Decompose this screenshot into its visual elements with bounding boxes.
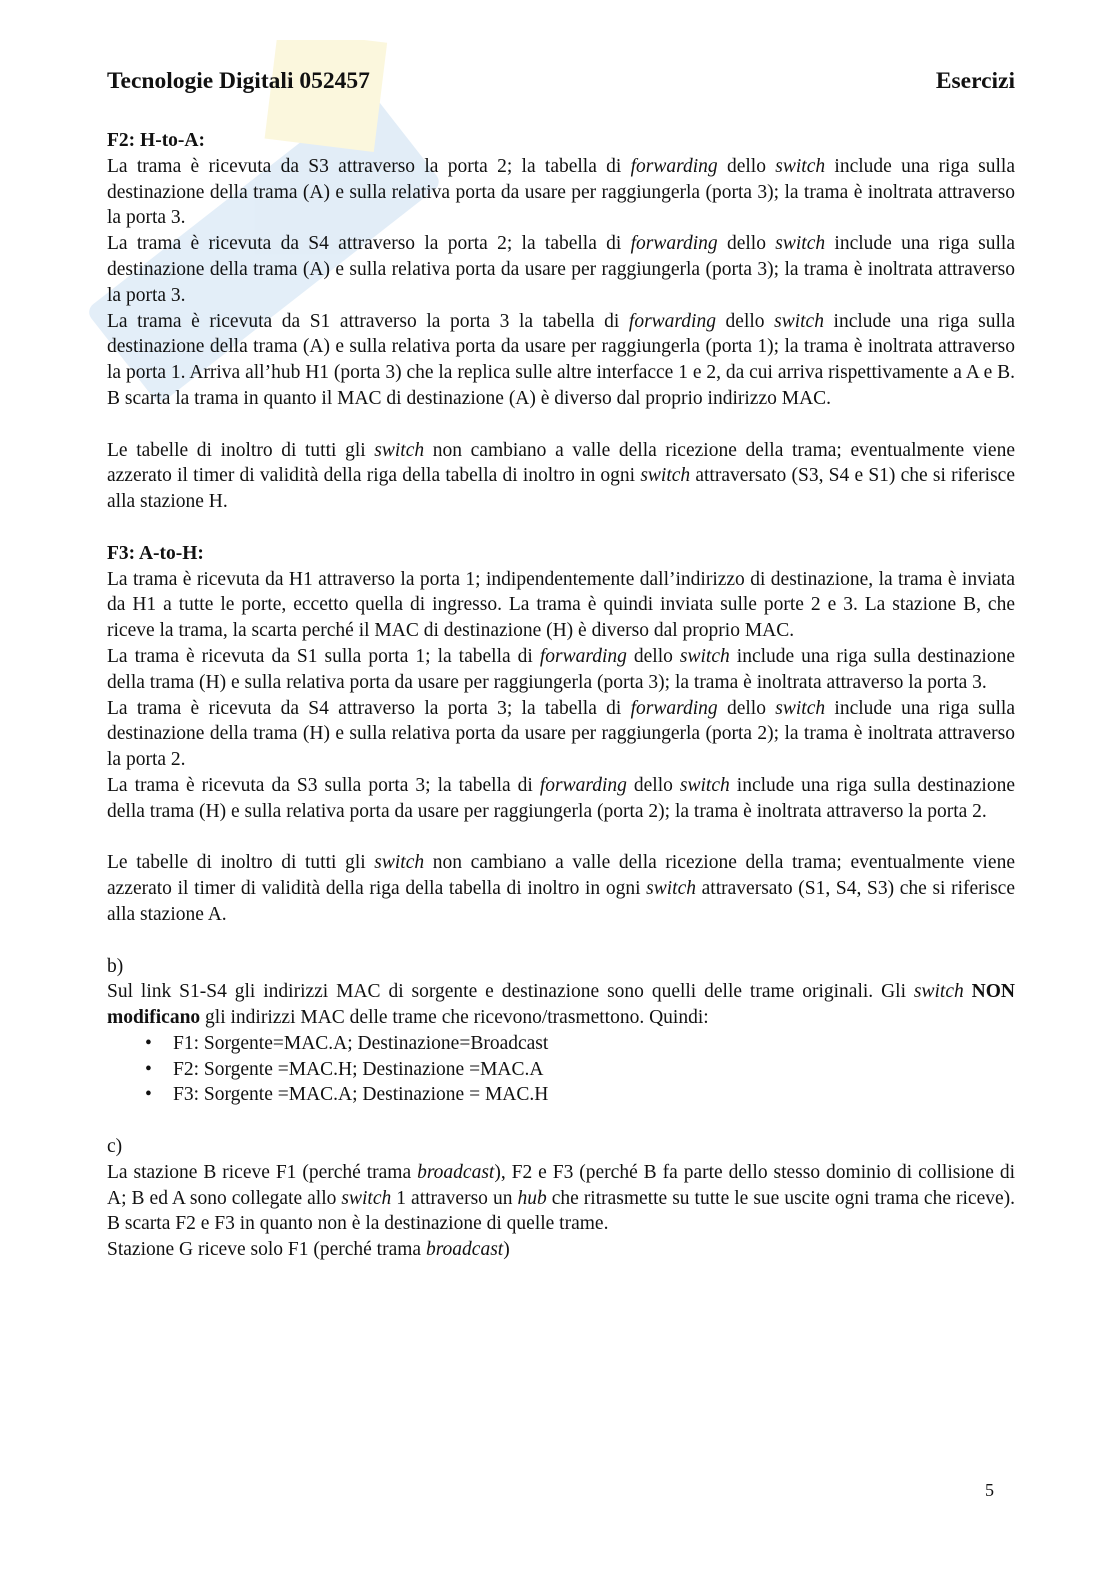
page-number: 5 (985, 1480, 994, 1500)
f2-heading: F2: H-to-A: (107, 130, 206, 151)
section-b-intro: Sul link S1-S4 gli indirizzi MAC di sorgente e destinazione sono quelli delle trame originali. Gli switch NON modificano gli indirizzi MAC delle trame che ricevono/trasmettono. Quindi: (107, 981, 1015, 1029)
list-item: • F2: Sorgente =MAC.H; Destinazione =MAC.A (145, 1057, 1015, 1083)
f2-paragraph-3: La trama è ricevuta da S1 attraverso la porta 3 la tabella di forwarding dello switch include una riga sulla destinazione della trama (A) e sulla relativa porta da usare per raggiungerla (porta 1); la trama è inoltrata attraverso la porta 1. Arriva all’hub H1 (porta 3) che la replica sulle altre interfacce 1 e 2, da cui arriva rispettivamente a A e B. B scarta la trama in quanto il MAC di destinazione (A) è diverso dal proprio indirizzo MAC. (107, 310, 1015, 409)
f2-summary: Le tabelle di inoltro di tutti gli switch non cambiano a valle della ricezione della trama; eventualmente viene azzerato il timer di validità della riga della tabella di inoltro in ogni switch attraversato (S3, S4 e S1) che si riferisce alla stazione H. (107, 439, 1015, 513)
f3-heading: F3: A-to-H: (107, 542, 204, 564)
section-c-label: c) (107, 1136, 123, 1158)
f3-paragraph-3: La trama è ricevuta da S4 attraverso la porta 3; la tabella di forwarding dello switch include una riga sulla destinazione della trama (H) e sulla relativa porta da usare per raggiungerla (porta 2); la trama è inoltrata attraverso la porta 2. (107, 697, 1016, 771)
f3-summary: Le tabelle di inoltro di tutti gli switch non cambiano a valle della ricezione della trama; eventualmente viene azzerato il timer di validità della riga della tabella di inoltro in ogni switch attraversato (S1, S4, S3) che si riferisce alla stazione A. (107, 852, 1015, 925)
f3-paragraph-1: La trama è ricevuta da H1 attraverso la porta 1; indipendentemente dall’indirizzo di destinazione, la trama è inviata da H1 a tutte le porte, eccetto quella di ingresso. La trama è quindi inviata sulle porte 2 e 3. La stazione B, che riceve la trama, la scarta perché il MAC di destinazione (H) è diverso dal proprio MAC. (107, 568, 1015, 642)
f3-paragraph-2: La trama è ricevuta da S1 sulla porta 1; la tabella di forwarding dello switch include una riga sulla destinazione della trama (H) e sulla relativa porta da usare per raggiungerla (porta 3); la trama è inoltrata attraverso la porta 3. (107, 645, 1015, 693)
list-item: • F1: Sorgente=MAC.A; Destinazione=Broadcast (145, 1031, 1015, 1057)
document-page (107, 66, 1015, 1263)
page-header (107, 66, 1015, 96)
frame-address-list (107, 1031, 1015, 1108)
header-section: Esercizi (935, 68, 1015, 94)
section-c-paragraph-2: Stazione G riceve solo F1 (perché trama broadcast) (107, 1239, 510, 1261)
f2-paragraph-1: La trama è ricevuta da S3 attraverso la porta 2; la tabella di forwarding dello switch include una riga sulla destinazione della trama (A) e sulla relativa porta da usare per raggiungerla (porta 3); la trama è inoltrata attraverso la porta 3. (107, 155, 1016, 229)
section-c-paragraph: La stazione B riceve F1 (perché trama broadcast), F2 e F3 (perché B fa parte dello stesso dominio di collisione di A; B ed A sono collegate allo switch 1 attraverso un hub che ritrasmette su tutte le sue uscite ogni trama che riceve). B scarta F2 e F3 in quanto non è la destinazione di quelle trame. (107, 1161, 1016, 1235)
f3-paragraph-4: La trama è ricevuta da S3 sulla porta 3; la tabella di forwarding dello switch include una riga sulla destinazione della trama (H) e sulla relativa porta da usare per raggiungerla (porta 2); la trama è inoltrata attraverso la porta 2. (107, 774, 1015, 822)
header-title: Tecnologie Digitali 052457 (107, 68, 370, 94)
section-b-label: b) (107, 955, 124, 977)
list-item: • F3: Sorgente =MAC.A; Destinazione = MAC.H (145, 1082, 1015, 1108)
f2-paragraph-2: La trama è ricevuta da S4 attraverso la porta 2; la tabella di forwarding dello switch include una riga sulla destinazione della trama (A) e sulla relativa porta da usare per raggiungerla (porta 3); la trama è inoltrata attraverso la porta 3. (107, 233, 1016, 306)
